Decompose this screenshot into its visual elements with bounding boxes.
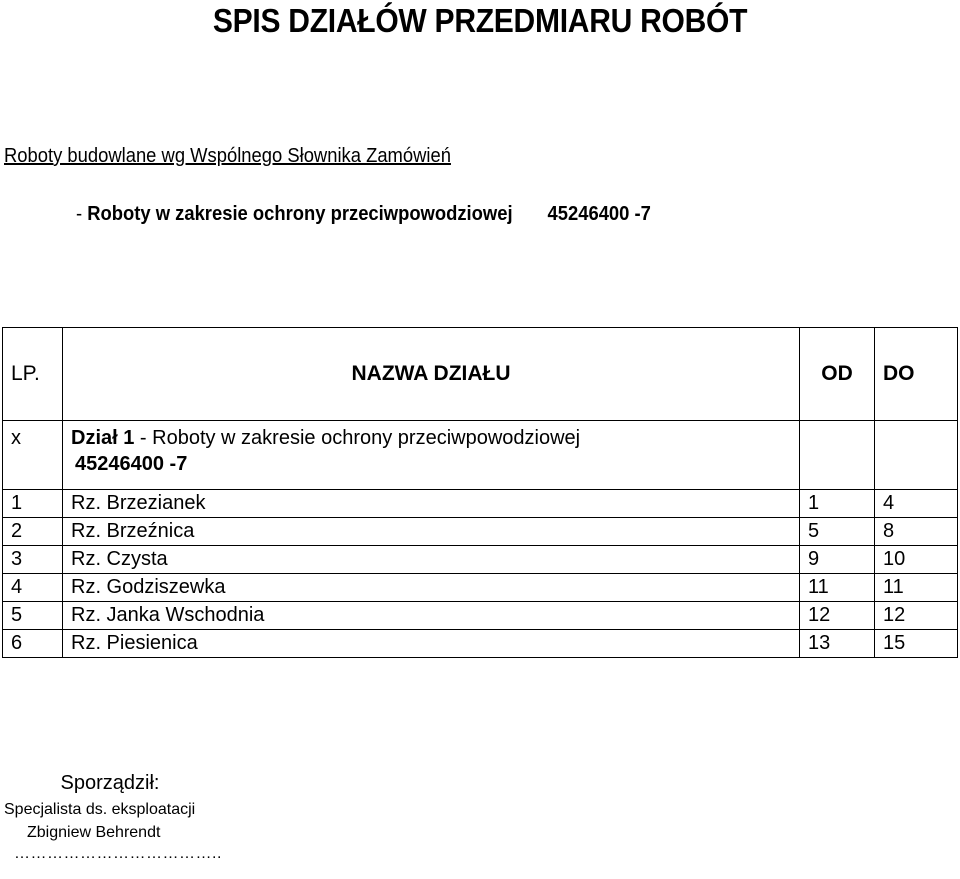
header-od: OD [800,328,875,421]
table-row [3,546,958,574]
row-name: Rz. Janka Wschodnia [63,602,800,630]
header-lp: LP. [3,328,63,421]
row-lp: 3 [3,546,63,574]
row-name: Rz. Godziszewka [63,574,800,602]
row-name: Rz. Brzeźnica [63,518,800,546]
document-subtitle: Roboty budowlane wg Wspólnego Słownika Zamówień [4,145,451,167]
row-do: 15 [875,630,958,658]
row-od: 12 [800,602,875,630]
row-do: 10 [875,546,958,574]
row-od: 9 [800,546,875,574]
section-label-rest: - Roboty w zakresie ochrony przeciwpowodziowej [134,427,581,449]
row-name: Rz. Brzezianek [63,490,800,518]
row-od: 13 [800,630,875,658]
section-row [3,421,958,490]
category-line [76,203,651,226]
row-name: Rz. Piesienica [63,630,800,658]
row-name: Rz. Czysta [63,546,800,574]
row-lp: 6 [3,630,63,658]
document-title: SPIS DZIAŁÓW PRZEDMIARU ROBÓT [212,2,748,39]
section-lp: x [3,421,63,490]
signature-name: Zbigniew Behrendt [27,824,161,841]
section-label-bold: Dział 1 [71,427,135,449]
table-row [3,602,958,630]
row-do: 8 [875,518,958,546]
header-name: NAZWA DZIAŁU [63,328,800,421]
section-code: 45246400 -7 [75,453,188,475]
section-od [800,421,875,490]
row-od: 11 [800,574,875,602]
header-do: DO [875,328,958,421]
section-do [875,421,958,490]
signature-role: Specjalista ds. eksploatacji [4,801,196,818]
category-label: Roboty w zakresie ochrony przeciwpowodziowej [87,203,513,225]
signature-label: Sporządził: [60,772,160,794]
category-code: 45246400 -7 [547,203,651,225]
row-od: 5 [800,518,875,546]
row-lp: 5 [3,602,63,630]
row-do: 12 [875,602,958,630]
table-row [3,574,958,602]
table-row [3,630,958,658]
row-do: 11 [875,574,958,602]
row-lp: 4 [3,574,63,602]
row-lp: 1 [3,490,63,518]
sections-table [2,327,958,658]
category-prefix: - [76,203,88,225]
signature-dots: ……………………………….. [14,845,222,862]
signature-block [0,772,240,863]
section-name [63,421,800,490]
row-od: 1 [800,490,875,518]
table-row [3,490,958,518]
row-lp: 2 [3,518,63,546]
table-header-row [3,328,958,421]
table-row [3,518,958,546]
row-do: 4 [875,490,958,518]
